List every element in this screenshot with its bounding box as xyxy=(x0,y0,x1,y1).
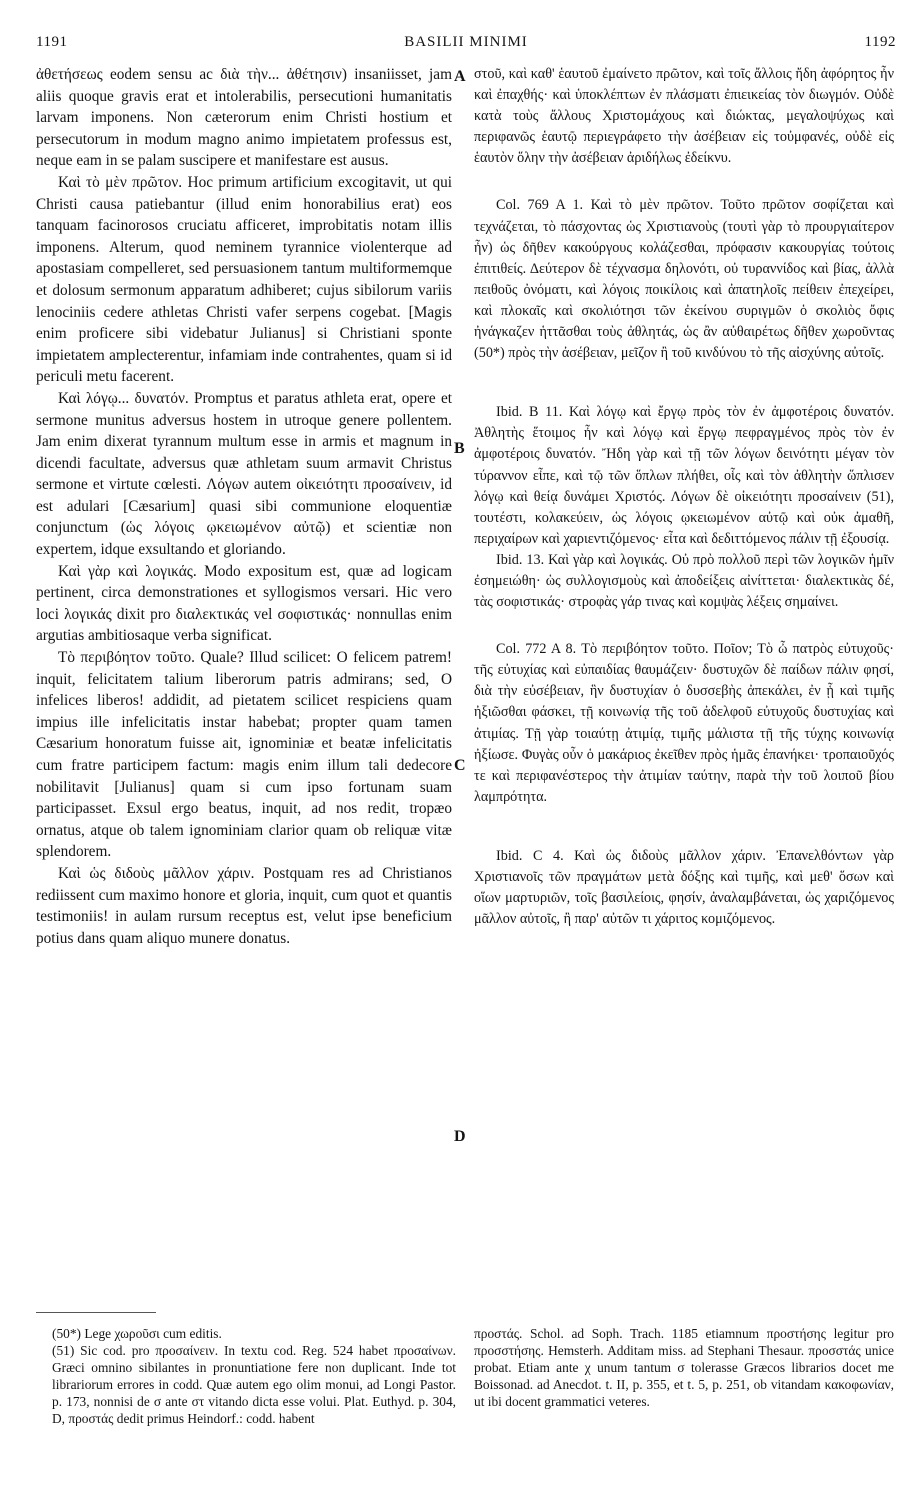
greek-paragraph: Col. 772 A 8. Τὸ περιβόητον τοῦτο. Ποῖον; Τὸ ὦ πατρὸς εὐτυχοῦς· τῆς εὐτυχίας καὶ εὐπαιδίας θαυμάζειν· δυστυχῶν δὲ παίδων πάλιν φησί, διὰ τὴν εὐσέβειαν, ἣν δυστυχίαν ὁ δυσσεβὴς ἀπεκάλει, ἐν ᾗ καὶ τιμῆς ἠξιῶσθαι φάσκει, τῇ κοινωνίᾳ τῆς τοῦ ἀδελφοῦ εὐτυχοῦς δυστυχίας καὶ ἀτιμίας. Τῇ γὰρ τοιαύτῃ ἀτιμίᾳ, τιμῆς μάλιστα τῇ τῆς τύχης κοινωνίᾳ ἠξίωσε. Φυγὰς οὖν ὁ μακάριος ἐκεῖθεν πρὸς ἡμᾶς ἐπανήκει· τροπαιοῦχός τε καὶ περιφανέστερος τὴν ἀτιμίαν ταύτην, παρὰ τὴν τοῦ λοιποῦ βίου λαμπρότητα. xyxy=(474,641,894,805)
page-header xyxy=(36,34,896,56)
latin-paragraph: Τὸ περιβόητον τοῦτο. Quale? Illud scilicet: O felicem patrem! inquit, felicitatem talium liberorum patris admirans; sed, O infelices liberos! addidit, ad pietatem scilicet respiciens quam impius ille infelicitatis instar habebat; propter quam tamen Cæsarium honoratum fuisse ait, ignominiæ et beatæ infelicitatis cum fratre participem factum: magis enim illum tali dedecore nobilitavit [Julianus] quam si cum ipso fortunam suam participasset. Exsul ergo beatus, inquit, ad nos redit, tropæo ornatus, atque ob talem ignominiam clarior quam ob reliquæ vitæ splendorem. xyxy=(36,649,452,861)
margin-letter-a: A xyxy=(454,68,466,85)
running-title: BASILII MINIMI xyxy=(404,34,528,50)
footnote-rule xyxy=(36,1312,156,1313)
footnote: (50*) Lege χωροῦσι cum editis. xyxy=(52,1326,222,1341)
greek-column xyxy=(474,64,894,930)
margin-letter-c: C xyxy=(454,757,466,774)
footnote-continued: προστάς. Schol. ad Soph. Trach. 1185 etiamnum προστήσης legitur pro προσστήσης. Hemsterh. Additam miss. ad Stephani Thesaur. προσστάς unice probat. Etiam ante χ unum tantum σ tolerasse Græcos librarios docet me Boissonad. ad Anecdot. t. II, p. 355, et t. 5, p. 251, ob vitandam κακοφωνίαν, ut ibi docent grammatici veteres. xyxy=(474,1326,894,1409)
footnote: (51) Sic cod. pro προσαίνειν. In textu cod. Reg. 524 habet προσαίνων. Græci omnino sibilantes in pronuntiatione fere non duplicant. Inde tot librariorum errores in codd. Quæ autem ego olim monui, ad Longi Pastor. p. 173, nonnisi de σ ante στ vitando dicta esse volui. Plat. Euthyd. p. 304, D, προστάς dedit primus Heindorf.: codd. habent xyxy=(52,1343,456,1426)
greek-paragraph: στοῦ, καὶ καθ' ἑαυτοῦ ἐμαίνετο πρῶτον, καὶ τοῖς ἄλλοις ἤδη ἀφόρητος ἦν καὶ ἐπαχθής· καὶ ὑποκλέπτων ἐν πλάσματι ἐπιεικείας τὸν διωγμόν. Οὐδὲ κατὰ τοὺς ἄλλους Χριστομάχους καὶ διώκτας, μεγαλοψύχως καὶ περιφανῶς ἑαυτῷ περιεγράφετο τὴν ἀσέβειαν εἰς τοὐμφανές, οὐδὲ εἰς ἑαυτὸν ὅλην τὴν ἀσέβειαν ἀριδήλως ἐδείκνυ. xyxy=(474,66,894,167)
greek-paragraph: Ibid. 13. Καὶ γὰρ καὶ λογικάς. Οὐ πρὸ πολλοῦ περὶ τῶν λογικῶν ἡμῖν ἐσημειώθη· ὡς συλλογισμοὺς καὶ ἀποδείξεις αἰνίττεται· διαλεκτικὰς δέ, τὰς σοφιστικάς· στροφὰς γάρ τινας καὶ κομψὰς λέξεις σημαίνει. xyxy=(474,551,894,611)
footnotes-left xyxy=(36,1325,456,1427)
latin-paragraph: Καὶ γὰρ καὶ λογικάς. Modo expositum est, quæ ad logicam pertinent, circa demonstrationes et syllogismos versari. Hic vero loci λογικάς dixit pro διαλεκτικάς vel σοφιστικάς· nonnullas enim argutias ambitiosaque verba significat. xyxy=(36,562,452,645)
margin-letter-d: D xyxy=(454,1128,466,1145)
greek-paragraph: Ibid. C 4. Καὶ ὡς διδοὺς μᾶλλον χάριν. Ἐπανελθόντων γὰρ Χριστιανοῖς τῶν πραγμάτων μετὰ δόξης καὶ τιμῆς, καὶ μεθ' ὅσων καὶ οἵων μαρτυριῶν, τοῖς βασιλείοις, φησίν, ἀναλαμβάνεται, ὡς χαριζόμενος μᾶλλον αὐτοῖς, ἢ παρ' αὐτῶν τι χάριτος κομιζόμενος. xyxy=(474,847,894,928)
margin-letter-b: B xyxy=(454,440,465,457)
latin-paragraph: Καὶ τὸ μὲν πρῶτον. Hoc primum artificium excogitavit, ut qui Christi causa patiebantur (illud enim honorabilius erat) eos tanquam facinorosos cruciatu afficeret, improbitatis notam illis imponens. Alterum, quod neminem tyrannice violenterque ad apostasiam compelleret, sed persuasionem tantum multiformemque et dolosum sermonum apparatum adhiberet; cujus sibilorum variis lenociniis cedere athletas Christi vafer serpens cogebat. [Magis enim proficere sibi videbatur Julianus] si Christiani sponte impietatem amplecterentur, infamiam inde contrahentes, quam si id periculi metu facerent. xyxy=(36,173,452,386)
page-number-right: 1192 xyxy=(864,34,896,50)
latin-paragraph: Καὶ λόγῳ... δυνατόν. Promptus et paratus athleta erat, opere et sermone munitus adversus hostem in utroque genere pollentem. Jam enim dixerat tyrannum multum esse in armis et magnum in dicendi facultate, adversus quæ athletam suum armavit Christus sermone et virtute cœlesti. Λόγων autem οἰκειότητι προσαίνειν, id est adulari [Cæsarium] quasi sibi communione eloquentiæ conjunctum (ὡς λόγοις ῳκειωμένον αὐτῷ) et scientiæ non expertem, idque exsultando et gloriando. xyxy=(36,389,452,559)
latin-paragraph: ἀθετήσεως eodem sensu ac διὰ τὴν... ἀθέτησιν) insaniisset, jam aliis quoque gravis erat et intolerabilis, persecutioni humanitatis larvam imponens. Non cæterorum enim Christi hostium et persecutorum in modum magno animo impietatem professus est, neque eam in se palam suscipere et manifestare est ausus. xyxy=(36,66,452,170)
greek-paragraph: Ibid. B 11. Καὶ λόγῳ καὶ ἔργῳ πρὸς τὸν ἐν ἀμφοτέροις δυνατόν. Ἀθλητὴς ἕτοιμος ἦν καὶ λόγῳ καὶ ἔργῳ πεφραγμένος πρὸς τὸν ἐν ἀμφοτέροις δυνατόν. Ἤδη γὰρ καὶ τῇ τῶν λόγων δεινότητι μέγαν τὸν τύραννον εἶπε, καὶ τῷ τῶν ὅπλων πλήθει, οἷς καὶ τὸν ἀθλητὴν ὥπλισεν λόγῳ καὶ θείᾳ δυνάμει Χριστός. Λόγων δὲ οἰκειότητι προσαίνειν (51), τουτέστι, κολακεύειν, ὡς λόγοις ῳκειωμένον αὐτῷ καὶ οὐκ ἀμαθῆ, περιχαίρων καὶ χαριεντιζόμενος· εἶτα καὶ δεδιττόμενος πάλιν τῇ ἐξουσίᾳ. xyxy=(474,404,894,547)
greek-paragraph: Col. 769 A 1. Καὶ τὸ μὲν πρῶτον. Τοῦτο πρῶτον σοφίζεται καὶ τεχνάζεται, τὸ πάσχοντας ὡς Χριστιανοὺς (τουτὶ γὰρ τὸ προυργιαίτερον ἦν) ὡς δῆθεν κακούργους κολάζεσθαι, πρόφασιν κακουργίας τούτοις ἐπιτιθείς. Δεύτερον δὲ τέχνασμα δηλονότι, οὐ τυραννίδος καὶ βίας, ἀλλὰ πειθοῦς ὀνόματι, καὶ λόγοις ποικίλοις καὶ ἀπατηλοῖς πείθειν ἐπεχείρει, καὶ πλοκαῖς καὶ σκολιότησι τῶν ἐκείνου συριγμῶν ὁ σκολιὸς ὄφις ἠνάγκαζεν ἡττᾶσθαι τοὺς ἀθλητάς, ὡς ἂν αὐθαιρέτως δῆθεν χωροῦντας (50*) πρὸς τὴν ἀσέβειαν, μεῖζον ἢ τοῦ κινδύνου τὸ τῆς αἰσχύνης αὐτοῖς. xyxy=(474,197,894,362)
latin-column xyxy=(36,64,452,949)
footnotes-right xyxy=(474,1325,894,1410)
page-number-left: 1191 xyxy=(36,34,68,50)
latin-paragraph: Καὶ ὡς διδοὺς μᾶλλον χάριν. Postquam res ad Christianos rediissent cum maximo honore et gloria, inquit, cum quot et quantis testimoniis! in aulam rursum receptus est, velut ipse beneficium potius dans quam aliquo munere donatus. xyxy=(36,864,452,947)
